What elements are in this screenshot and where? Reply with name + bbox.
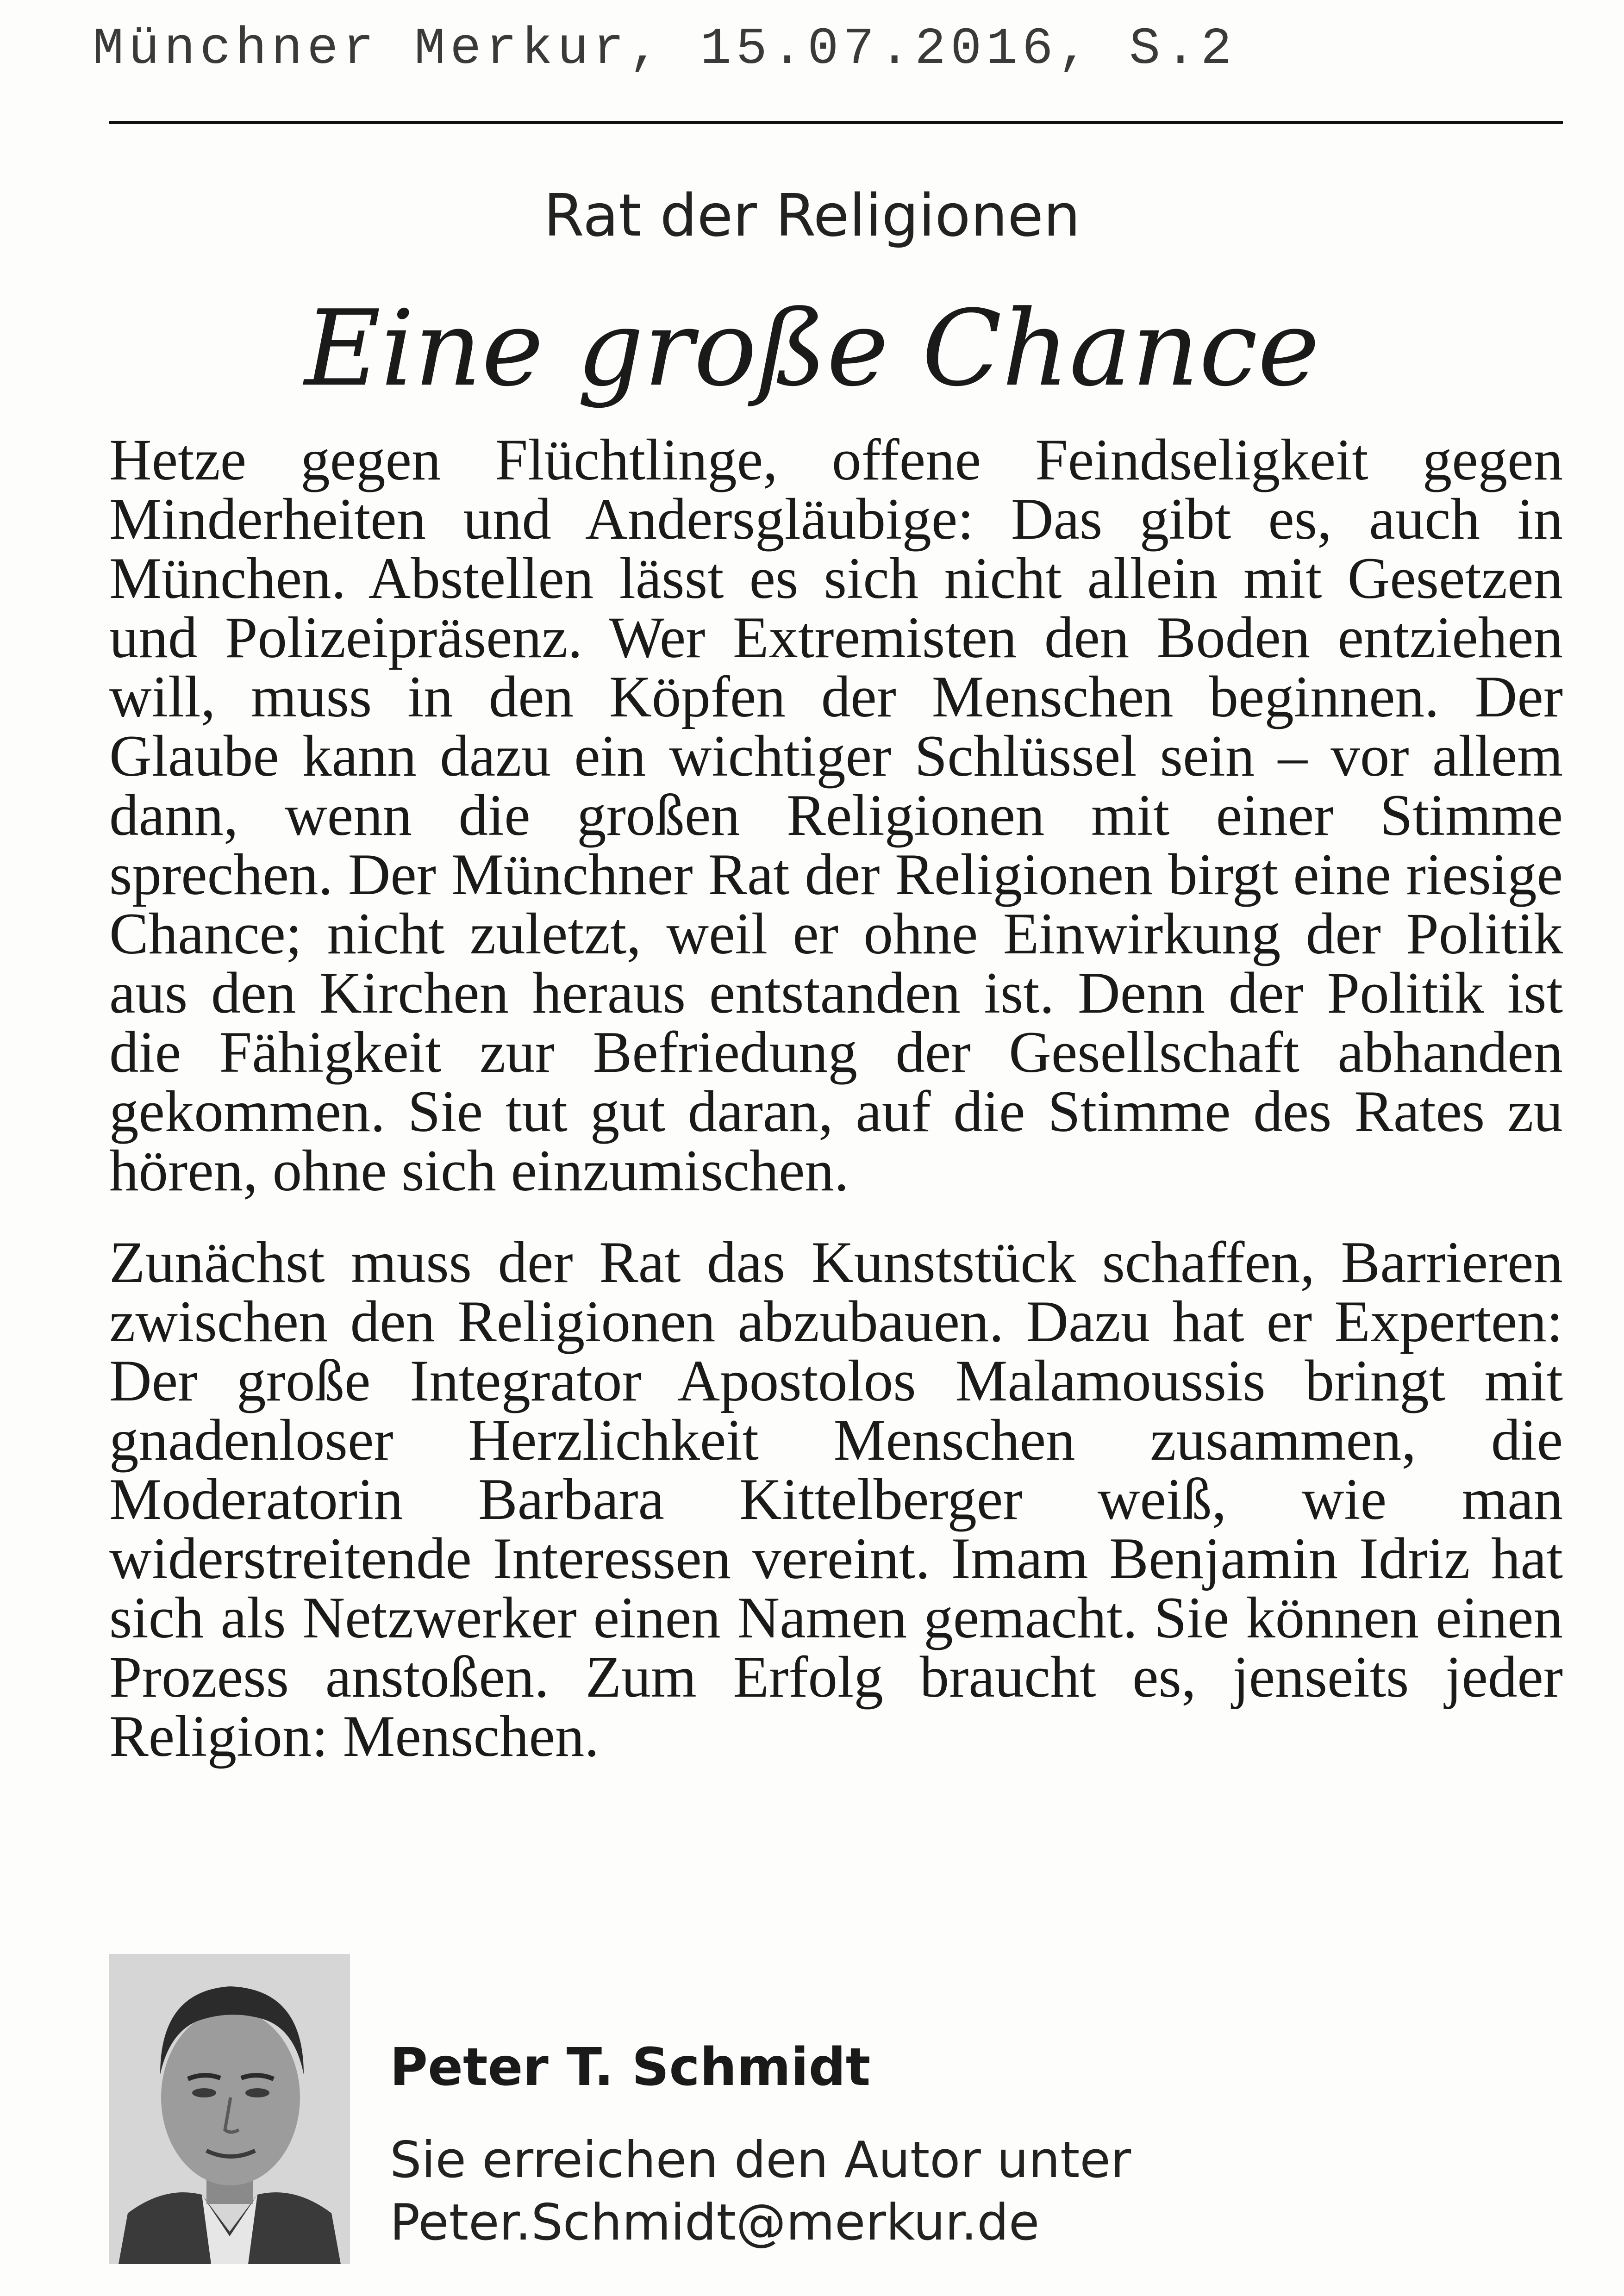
article-body — [109, 428, 1563, 1769]
author-contact — [390, 2129, 1131, 2254]
author-contact-line: Sie erreichen den Autor unter — [390, 2131, 1131, 2189]
author-email: Peter.Schmidt@merkur.de — [390, 2194, 1040, 2252]
header-divider — [109, 121, 1563, 124]
author-photo — [109, 1954, 350, 2264]
kicker: Rat der Religionen — [543, 181, 1081, 249]
article-paragraph-1: Hetze gegen Flüchtlinge, offene Feindseligkeit gegen Minderheiten und Andersgläubige: Das gibt es, auch in München. Abstellen lässt es sich nicht allein mit Gesetzen und Polizeipräsenz. Wer Extremisten den Boden entziehen will, muss in den Köpfen der Menschen beginnen. Der Glaube kann dazu ein wichtiger Schlüssel sein – vor allem dann, wenn die großen Religionen mit einer Stimme sprechen. Der Münchner Rat der Religionen birgt eine riesige Chance; nicht zuletzt, weil er ohne Einwirkung der Politik aus den Kirchen heraus entstanden ist. Denn der Politik ist die Fähigkeit zur Befriedung der Gesellschaft abhanden gekommen. Sie tut gut daran, auf die Stimme des Rates zu hören, ohne sich einzumischen. — [109, 428, 1563, 1203]
author-name: Peter T. Schmidt — [390, 2037, 871, 2097]
source-line: Münchner Merkur, 15.07.2016, S.2 — [93, 20, 1237, 79]
article-paragraph-2: Zunächst muss der Rat das Kunststück schaffen, Barrieren zwischen den Religionen abzubauen. Dazu hat er Experten: Der große Integrator Apostolos Malamoussis bringt mit gnadenloser Herzlichkeit Menschen zusammen, die Moderatorin Barbara Kittelberger weiß, wie man widerstreitende Interessen vereint. Imam Benjamin Idriz hat sich als Netzwerker einen Namen gemacht. Sie können einen Prozess anstoßen. Zum Erfolg braucht es, jenseits jeder Religion: Menschen. — [109, 1230, 1563, 1769]
headline: Eine große Chance — [304, 288, 1320, 410]
